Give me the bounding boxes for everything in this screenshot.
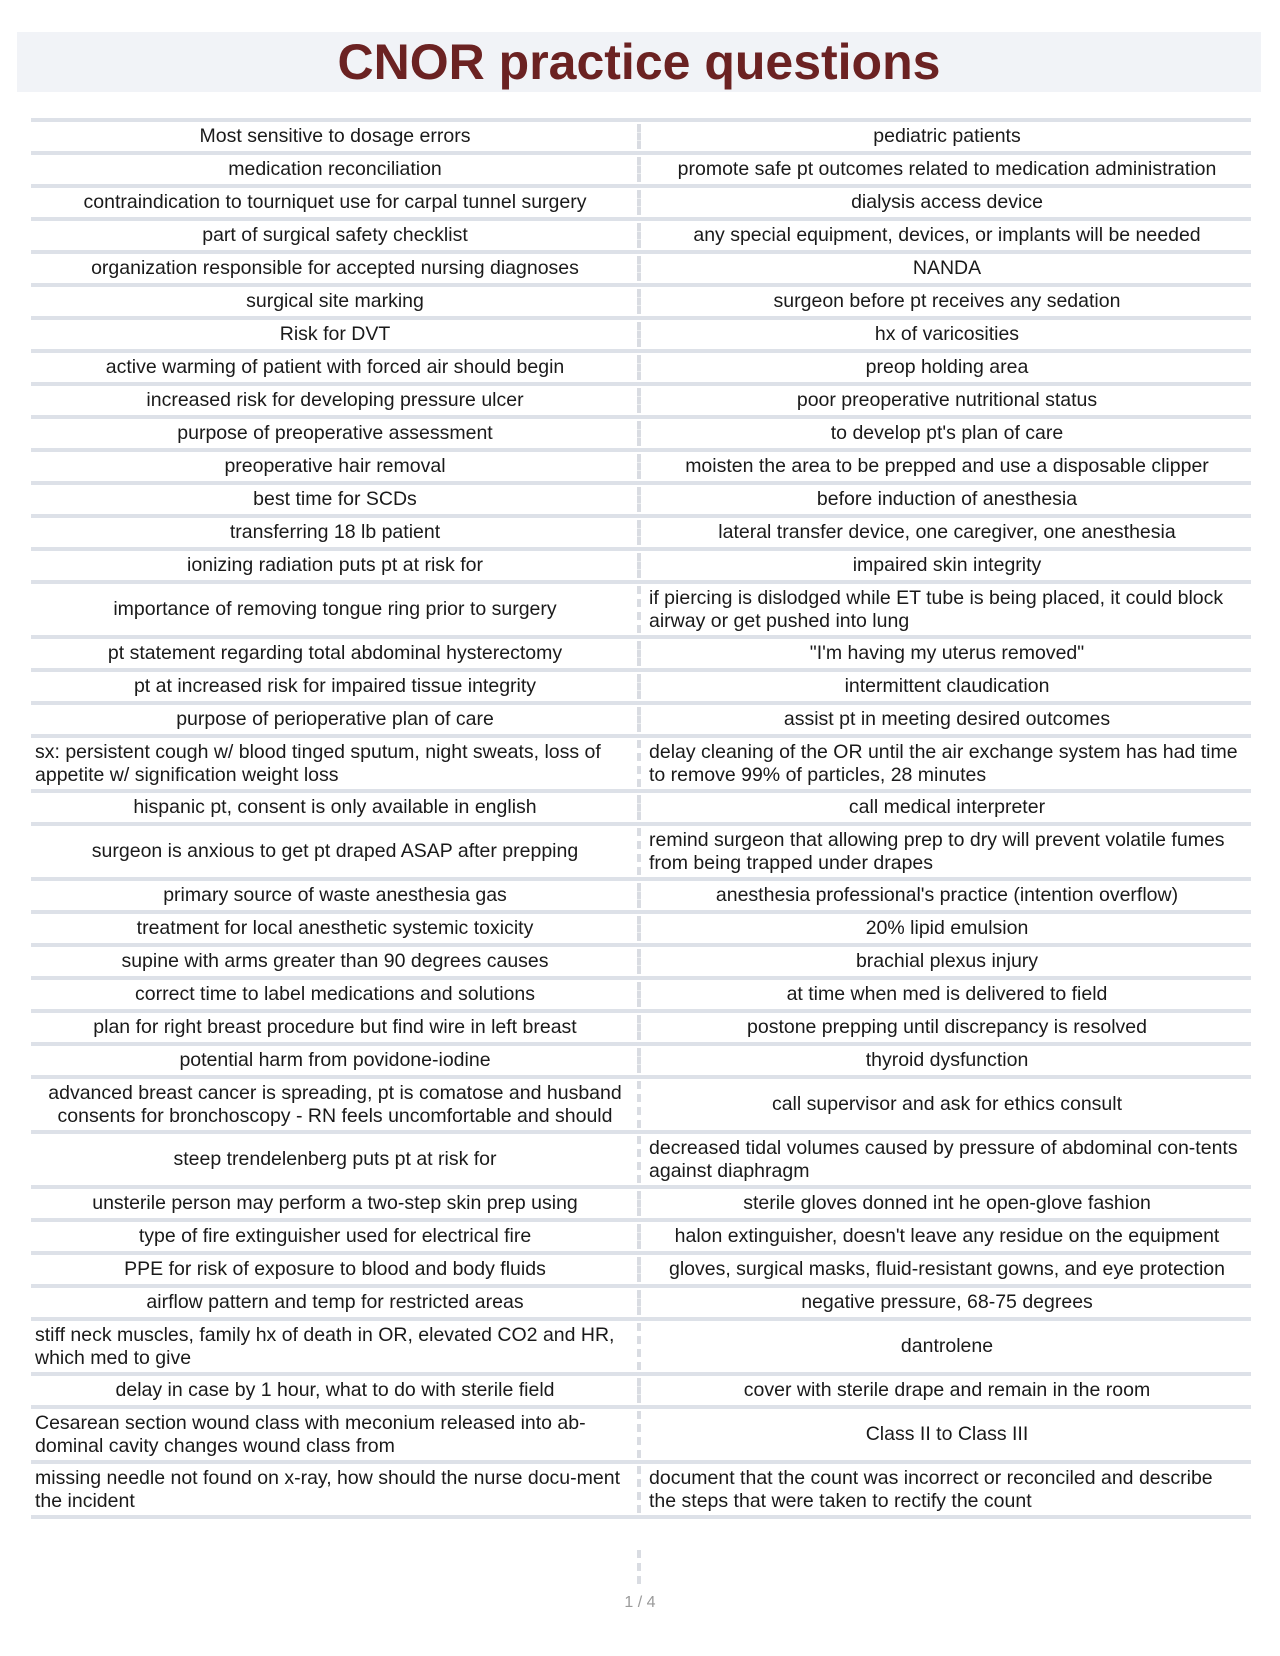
answer-cell: preop holding area xyxy=(865,356,1029,378)
question-cell: medication reconciliation xyxy=(228,158,442,180)
answer-cell: assist pt in meeting desired outcomes xyxy=(783,708,1111,730)
answer-cell: cover with sterile drape and remain in the room xyxy=(743,1379,1151,1401)
answer-cell: brachial plexus injury xyxy=(855,950,1039,972)
answer-cell: surgeon before pt receives any sedation xyxy=(773,290,1121,312)
answer-cell: intermittent claudication xyxy=(844,675,1050,697)
question-cell: transferring 18 lb patient xyxy=(229,521,441,543)
question-cell: delay in case by 1 hour, what to do with sterile field xyxy=(115,1379,555,1401)
table-row xyxy=(31,254,1251,287)
answer-cell: moisten the area to be prepped and use a disposable clipper xyxy=(685,455,1209,477)
answer-cell: negative pressure, 68-75 degrees xyxy=(801,1291,1093,1313)
answer-cell: NANDA xyxy=(912,257,982,279)
table-row xyxy=(31,221,1251,254)
question-cell: purpose of preoperative assessment xyxy=(177,422,493,444)
question-cell: ionizing radiation puts pt at risk for xyxy=(187,554,483,576)
question-cell: primary source of waste anesthesia gas xyxy=(163,884,507,906)
table-row xyxy=(31,1134,1251,1189)
question-cell: missing needle not found on x-ray, how should the nurse docu-ment the incident xyxy=(35,1466,620,1512)
question-cell: Most sensitive to dosage errors xyxy=(199,125,471,147)
answer-cell: halon extinguisher, doesn't leave any residue on the equipment xyxy=(674,1225,1220,1247)
answer-cell: hx of varicosities xyxy=(874,323,1020,345)
question-cell: correct time to label medications and solutions xyxy=(135,983,535,1005)
table-row xyxy=(31,705,1251,738)
table-row xyxy=(31,1189,1251,1222)
question-cell: potential harm from povidone-iodine xyxy=(179,1049,491,1071)
answer-cell: decreased tidal volumes caused by pressure of abdominal con-tents against diaphragm xyxy=(649,1136,1238,1182)
table-row xyxy=(31,1409,1251,1464)
table-row xyxy=(31,1255,1251,1288)
table-row xyxy=(31,1046,1251,1079)
table-row xyxy=(31,639,1251,672)
question-cell: supine with arms greater than 90 degrees causes xyxy=(121,950,549,972)
table-row xyxy=(31,452,1251,485)
question-cell: PPE for risk of exposure to blood and body fluids xyxy=(124,1258,546,1280)
table-row xyxy=(31,826,1251,881)
answer-cell: 20% lipid emulsion xyxy=(865,917,1029,939)
table-row xyxy=(31,947,1251,980)
table-row xyxy=(31,1222,1251,1255)
answer-cell: impaired skin integrity xyxy=(852,554,1042,576)
question-cell: part of surgical safety checklist xyxy=(202,224,468,246)
title-bar xyxy=(17,32,1261,92)
table-row xyxy=(31,672,1251,705)
question-cell: pt at increased risk for impaired tissue integrity xyxy=(133,675,537,697)
table-row xyxy=(31,287,1251,320)
answer-cell: document that the count was incorrect or reconciled and describe the steps that were taken to rectify the count xyxy=(649,1466,1213,1512)
table-row xyxy=(31,353,1251,386)
table-row xyxy=(31,1079,1251,1134)
answer-cell: Class II to Class III xyxy=(865,1423,1029,1445)
question-cell: importance of removing tongue ring prior to surgery xyxy=(113,598,557,620)
question-cell: type of fire extinguisher used for electrical fire xyxy=(138,1225,532,1247)
table-row xyxy=(31,738,1251,793)
question-cell: treatment for local anesthetic systemic toxicity xyxy=(136,917,534,939)
table-row xyxy=(31,551,1251,584)
table-row xyxy=(31,980,1251,1013)
answer-cell: at time when med is delivered to field xyxy=(786,983,1108,1005)
answer-cell: sterile gloves donned int he open-glove fashion xyxy=(743,1192,1151,1214)
answer-cell: if piercing is dislodged while ET tube is being placed, it could block airway or get pushed into lung xyxy=(649,586,1224,632)
answer-cell: call supervisor and ask for ethics consult xyxy=(771,1093,1123,1115)
question-cell: best time for SCDs xyxy=(253,488,417,510)
question-cell: increased risk for developing pressure ulcer xyxy=(146,389,524,411)
question-cell: steep trendelenberg puts pt at risk for xyxy=(173,1148,497,1170)
table-row xyxy=(31,1321,1251,1376)
question-cell: unsterile person may perform a two-step skin prep using xyxy=(92,1192,578,1214)
question-cell: advanced breast cancer is spreading, pt is comatose and husband consents for bronchoscopy - RN feels uncomfortable and should xyxy=(48,1081,622,1127)
page-title: CNOR practice questions xyxy=(337,34,941,90)
question-cell: hispanic pt, consent is only available in english xyxy=(133,796,537,818)
flashcard-table xyxy=(31,118,1251,1519)
answer-cell: dantrolene xyxy=(900,1335,994,1357)
answer-cell: poor preoperative nutritional status xyxy=(796,389,1098,411)
table-row xyxy=(31,485,1251,518)
answer-cell: before induction of anesthesia xyxy=(816,488,1078,510)
question-cell: purpose of perioperative plan of care xyxy=(176,708,494,730)
table-row xyxy=(31,155,1251,188)
column-divider xyxy=(637,1550,641,1584)
question-cell: Risk for DVT xyxy=(279,323,391,345)
table-row xyxy=(31,881,1251,914)
page-indicator: 1 / 4 xyxy=(624,1594,656,1611)
table-row xyxy=(31,320,1251,353)
answer-cell: promote safe pt outcomes related to medication administration xyxy=(677,158,1217,180)
table-row xyxy=(31,188,1251,221)
answer-cell: to develop pt's plan of care xyxy=(830,422,1064,444)
table-row xyxy=(31,793,1251,826)
answer-cell: pediatric patients xyxy=(873,125,1021,147)
answer-cell: gloves, surgical masks, fluid-resistant gowns, and eye protection xyxy=(668,1258,1226,1280)
answer-cell: dialysis access device xyxy=(851,191,1043,213)
question-cell: surgeon is anxious to get pt draped ASAP after prepping xyxy=(91,840,579,862)
question-cell: Cesarean section wound class with meconium released into ab-dominal cavity changes wound class from xyxy=(35,1411,586,1457)
question-cell: active warming of patient with forced air should begin xyxy=(105,356,565,378)
table-row xyxy=(31,1376,1251,1409)
answer-cell: any special equipment, devices, or implants will be needed xyxy=(693,224,1201,246)
answer-cell: postone prepping until discrepancy is resolved xyxy=(747,1016,1147,1038)
answer-cell: delay cleaning of the OR until the air exchange system has had time to remove 99% of particles, 28 minutes xyxy=(649,740,1238,786)
question-cell: organization responsible for accepted nursing diagnoses xyxy=(91,257,579,279)
question-cell: preoperative hair removal xyxy=(224,455,446,477)
question-cell: plan for right breast procedure but find wire in left breast xyxy=(93,1016,577,1038)
table-row xyxy=(31,584,1251,639)
table-row xyxy=(31,1013,1251,1046)
answer-cell: anesthesia professional's practice (intention overflow) xyxy=(715,884,1179,906)
table-row xyxy=(31,386,1251,419)
table-row xyxy=(31,419,1251,452)
table-row xyxy=(31,1464,1251,1519)
table-row xyxy=(31,518,1251,551)
answer-cell: "I'm having my uterus removed" xyxy=(809,642,1085,664)
question-cell: contraindication to tourniquet use for carpal tunnel surgery xyxy=(83,191,587,213)
answer-cell: thyroid dysfunction xyxy=(865,1049,1029,1071)
question-cell: sx: persistent cough w/ blood tinged sputum, night sweats, loss of appetite w/ signification weight loss xyxy=(35,740,601,786)
answer-cell: lateral transfer device, one caregiver, one anesthesia xyxy=(718,521,1176,543)
table-row xyxy=(31,914,1251,947)
table-row xyxy=(31,1288,1251,1321)
answer-cell: remind surgeon that allowing prep to dry will prevent volatile fumes from being trapped under drapes xyxy=(649,828,1225,874)
question-cell: surgical site marking xyxy=(246,290,424,312)
table-row xyxy=(31,122,1251,155)
question-cell: stiff neck muscles, family hx of death in OR, elevated CO2 and HR, which med to give xyxy=(35,1323,615,1369)
answer-cell: call medical interpreter xyxy=(848,796,1046,818)
question-cell: airflow pattern and temp for restricted areas xyxy=(146,1291,524,1313)
question-cell: pt statement regarding total abdominal hysterectomy xyxy=(107,642,563,664)
